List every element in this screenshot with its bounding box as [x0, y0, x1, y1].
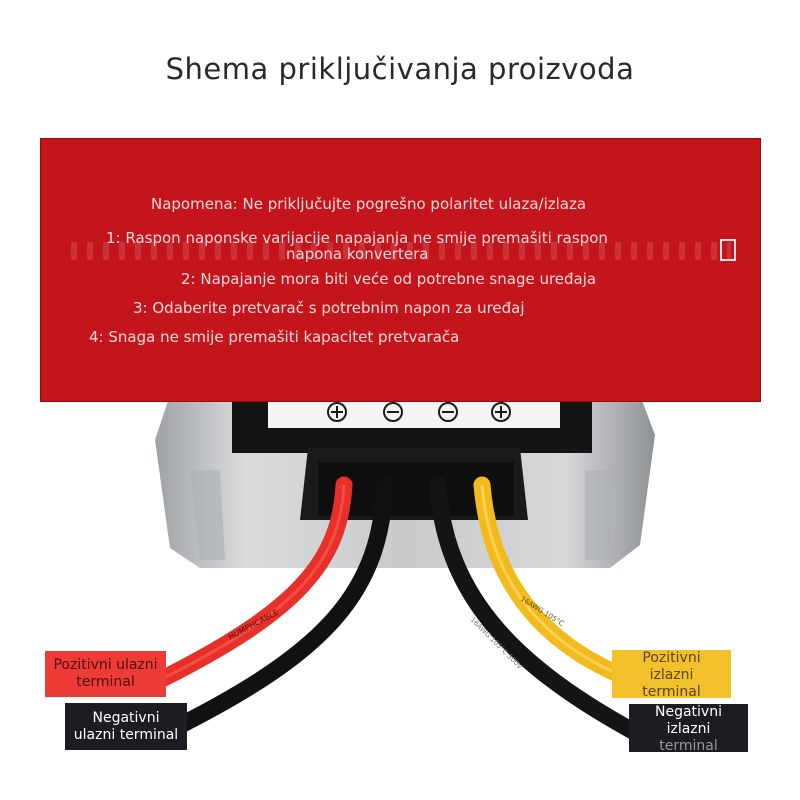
- notice-item-1-line-2: napona konvertera: [286, 245, 429, 263]
- notice-panel: [40, 138, 761, 402]
- positive-output-label-line-3: terminal: [642, 684, 701, 700]
- negative-input-label-line-2: ulazni terminal: [73, 726, 179, 743]
- positive-output-label-line-2: izlazni: [649, 667, 694, 683]
- notice-item-2: 2: Napajanje mora biti veće od potrebne snage uređaja: [181, 270, 597, 288]
- notice-item-1-line-1: 1: Raspon naponske varijacije napajanja ne smije premašiti raspon: [106, 229, 608, 247]
- positive-input-label: [45, 651, 166, 697]
- yellow-wire-print: 16AWG 105°C: [518, 594, 566, 629]
- negative-output-label: [629, 704, 748, 752]
- positive-input-label-line-1: Pozitivni ulazni: [53, 657, 158, 673]
- page-title: Shema priključivanja proizvoda: [165, 52, 635, 86]
- negative-output-label-line-2: izlazni: [666, 721, 711, 737]
- negative-input-label-line-1: Negativni: [92, 709, 160, 726]
- black-wire-print: 16AWG 105°C 300V: [468, 615, 524, 671]
- notice-item-1: [106, 230, 626, 262]
- print-artifact-box: [720, 239, 736, 261]
- positive-output-label-line-1: Pozitivni: [642, 650, 701, 666]
- negative-input-label: [65, 703, 187, 750]
- negative-output-label-line-3: terminal: [659, 738, 718, 754]
- notice-item-4: 4: Snaga ne smije premašiti kapacitet pretvarača: [89, 328, 460, 346]
- positive-input-label-line-2: terminal: [76, 674, 135, 690]
- notice-heading: Napomena: Ne priključujte pogrešno polaritet ulaza/izlaza: [151, 195, 587, 213]
- red-wire-print: HUMPHCABLE: [226, 607, 281, 642]
- positive-output-label: [612, 650, 731, 698]
- notice-item-3: 3: Odaberite pretvarač s potrebnim napon za uređaj: [133, 299, 525, 317]
- negative-output-label-line-1: Negativni: [655, 704, 722, 720]
